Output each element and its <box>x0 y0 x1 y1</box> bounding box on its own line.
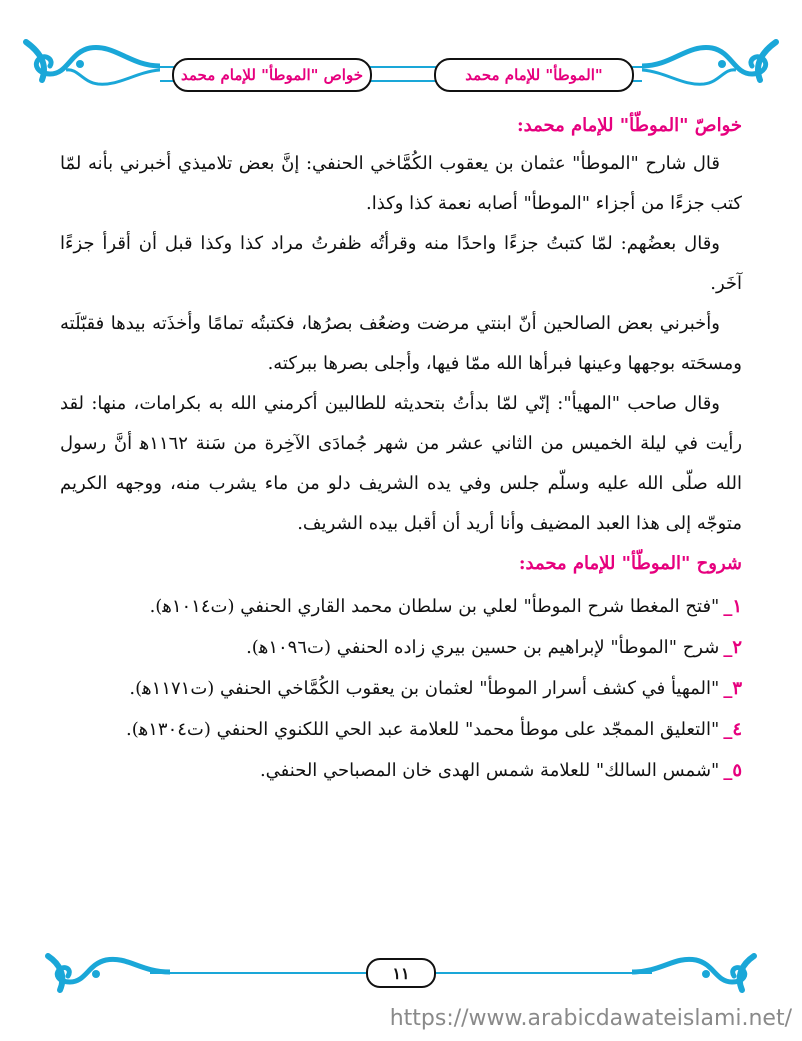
watermark-url: https://www.arabicdawateislami.net/ <box>389 1006 792 1031</box>
list-number: ١_ <box>723 596 742 617</box>
list-text: "التعليق الممجّد على موطأ محمد" للعلامة عبد الحي اللكنوي الحنفي (ت١٣٠٤ﻫ). <box>125 719 720 740</box>
list-number: ٢_ <box>723 637 742 658</box>
section-heading-commentaries: شروح "الموطّأ" للإمام محمد: <box>518 553 742 574</box>
page-content <box>60 108 742 791</box>
list-item <box>60 627 742 668</box>
paragraph-1 <box>60 144 742 224</box>
list-item <box>60 586 742 627</box>
list-number: ٤_ <box>723 719 742 740</box>
list-item <box>60 750 742 791</box>
list-text: "فتح المغطا شرح الموطأ" لعلي بن سلطان محمد القاري الحنفي (ت١٠١٤ﻫ). <box>149 596 720 617</box>
list-text: "شمس السالك" للعلامة شمس الهدى خان المصباحي الحنفي. <box>259 760 720 781</box>
paragraph-3 <box>60 304 742 384</box>
paragraph-text: وأخبرني بعض الصالحين أنّ ابنتي مرضت وضعُف بصرُها، فكتبتُه تمامًا وأخذَته بيدها فقبّلَته ومسحَته بوجهها وعينها فبرأها الله ممّا فيها، وأجلى بصرها ببركته. <box>60 313 742 374</box>
list-item <box>60 668 742 709</box>
paragraph-text: وقال بعضُهم: لمّا كتبتُ جزءًا واحدًا منه وقرأتُه ظفرتُ مراد كذا وكذا قبل أن أقرأ جزءًا آخَر. <box>60 233 742 294</box>
list-item <box>60 709 742 750</box>
list-number: ٥_ <box>723 760 742 781</box>
header-section-title: خواص "الموطأ" للإمام محمد <box>172 58 372 92</box>
list-text: "المهيأ في كشف أسرار الموطأ" لعثمان بن يعقوب الكُمَّاخي الحنفي (ت١١٧١ﻫ). <box>129 678 720 699</box>
footer-flourish-right-icon <box>632 950 762 998</box>
list-text: شرح "الموطأ" لإبراهيم بن حسين بيري زاده الحنفي (ت١٠٩٦ﻫ). <box>246 637 720 658</box>
page-number: ١١ <box>366 958 436 988</box>
paragraph-4 <box>60 384 742 544</box>
paragraph-text: وقال صاحب "المهيأ": إنّي لمّا بدأتُ بتحديثه للطالبين أكرمني الله به بكرامات، منها: لقد رأيت في ليلة الخميس من الثاني عشر من شهر جُمادَى الآخِرة من سَنة ١١٦٢ﻫ أنَّ رسول الله صلّى الله عليه وسلّم جلس وفي يده الشريف دلو من ماء يشرب منه، ووجهه الكريم متوجّه إلى هذا العبد المضيف وأنا أريد أن أقبل بيده الشريف. <box>60 393 743 534</box>
header-flourish-left-icon <box>20 34 160 94</box>
paragraph-text: قال شارح "الموطأ" عثمان بن يعقوب الكُمَّاخي الحنفي: إنَّ بعض تلاميذي أخبرني بأنه لمّا كتب جزءًا من أجزاء "الموطأ" أصابه نعمة كذا وكذا. <box>60 153 742 214</box>
commentaries-list <box>60 586 742 791</box>
section-heading-properties: خواصّ "الموطّأ" للإمام محمد: <box>517 115 742 136</box>
header-book-title: "الموطأ" للإمام محمد <box>434 58 634 92</box>
paragraph-2 <box>60 224 742 304</box>
footer-flourish-left-icon <box>40 950 170 998</box>
list-number: ٣_ <box>723 678 742 699</box>
header-flourish-right-icon <box>642 34 782 94</box>
